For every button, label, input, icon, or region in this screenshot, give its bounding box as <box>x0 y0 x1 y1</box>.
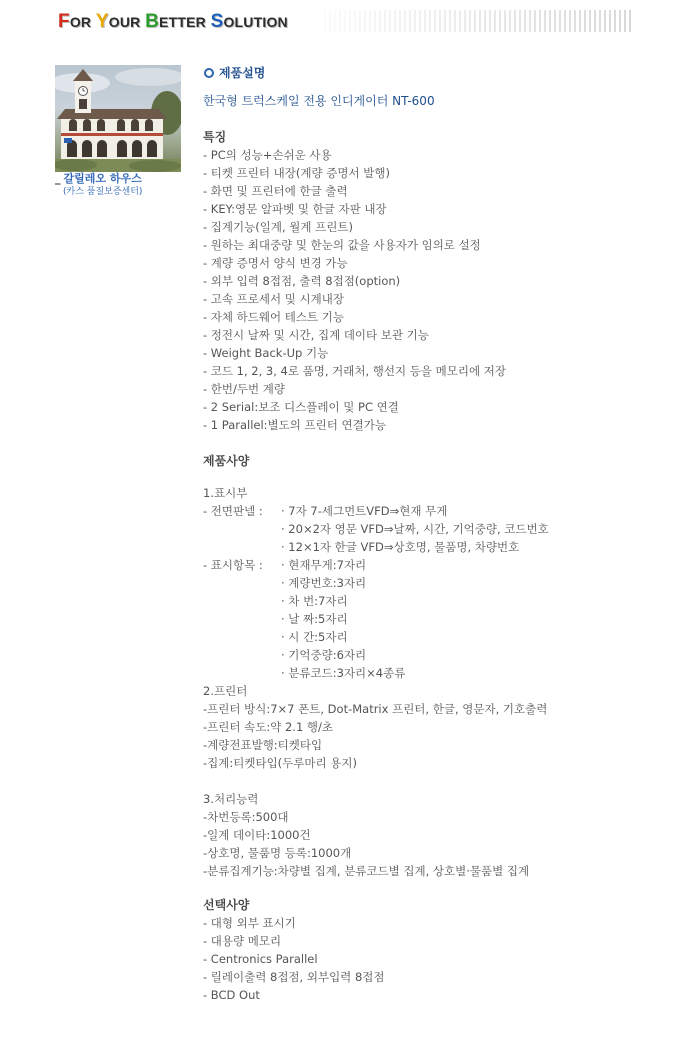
processing-section-title: 3.처리능력 <box>203 792 259 806</box>
feature-item: - 티켓 프린터 내장(계량 증명서 발행) <box>203 166 390 180</box>
front-panel-label: - 전면판넬 : <box>203 504 263 518</box>
processing-spec-item: -분류집계기능:차량별 집계, 분류코드별 집계, 상호별·물품별 집계 <box>203 864 530 878</box>
circle-bullet-icon <box>204 68 214 78</box>
feature-item: - 계량 증명서 양식 변경 가능 <box>203 256 348 270</box>
product-section-label: 제품설명 <box>219 66 266 80</box>
building-photo <box>55 65 181 172</box>
display-items-label: - 표시항목 : <box>203 558 263 572</box>
feature-item: - 2 Serial:보조 디스플레이 및 PC 연결 <box>203 400 399 414</box>
display-item-row <box>203 592 683 610</box>
feature-item: - KEY:영문 알파벳 및 한글 자판 내장 <box>203 202 387 216</box>
header-banner <box>54 10 634 32</box>
slogan-word-olution: OLUTION <box>223 14 288 30</box>
front-panel-row <box>203 520 683 538</box>
display-item-row <box>203 610 683 628</box>
banner-slogan <box>58 11 288 33</box>
features-list <box>203 146 683 434</box>
slogan-letter-s: S <box>210 11 224 32</box>
processing-spec-item: -일계 데이타:1000건 <box>203 828 311 842</box>
printer-spec-item: -프린터 속도:약 2.1 행/초 <box>203 720 334 734</box>
option-item: - BCD Out <box>203 988 260 1002</box>
caption-subtitle: (카스 품질보증센터) <box>63 187 143 197</box>
slogan-word-our: OUR <box>108 14 141 30</box>
feature-item: - 정전시 날짜 및 시간, 집계 데이타 보관 기능 <box>203 328 429 342</box>
features-heading: 특징 <box>203 130 227 144</box>
slogan-word-etter: ETTER <box>159 14 206 30</box>
options-heading: 선택사양 <box>203 898 250 912</box>
specs-heading: 제품사양 <box>203 454 250 468</box>
product-content <box>203 64 683 1004</box>
option-item: - 대용량 메모리 <box>203 934 282 948</box>
display-item: · 시 간:5자리 <box>281 630 348 644</box>
product-title: 한국형 트럭스케일 전용 인디게이터 NT-600 <box>203 94 435 108</box>
processing-spec-item: -상호명, 물품명 등록:1000개 <box>203 846 352 860</box>
feature-item: - 원하는 최대중량 및 한눈의 값을 사용자가 임의로 설정 <box>203 238 481 252</box>
slogan-letter-y: Y <box>95 11 109 32</box>
display-section-title: 1.표시부 <box>203 486 248 500</box>
feature-item: - 화면 및 프린터에 한글 출력 <box>203 184 348 198</box>
options-list <box>203 914 683 1004</box>
feature-item: - PC의 성능+손쉬운 사용 <box>203 148 332 162</box>
slogan-letter-b: B <box>145 11 160 32</box>
caption-title-text: 갈릴레오 하우스 <box>63 172 142 185</box>
display-item-row <box>203 574 683 592</box>
display-item-row <box>203 646 683 664</box>
display-item-row <box>203 556 683 574</box>
option-item: - 대형 외부 표시기 <box>203 916 296 930</box>
product-section-heading <box>203 64 683 82</box>
display-item: · 현재무게:7자리 <box>281 558 367 572</box>
feature-item: - 자체 하드웨어 테스트 기능 <box>203 310 344 324</box>
processing-spec-item: -차번등록:500대 <box>203 810 289 824</box>
printer-spec-item: -집계:티켓타입(두루마리 용지) <box>203 756 357 770</box>
slogan-word-or: OR <box>69 14 92 30</box>
feature-item: - Weight Back-Up 기능 <box>203 346 329 360</box>
banner-stripes <box>324 10 634 32</box>
printer-spec-item: -계량전표발행:티켓타입 <box>203 738 323 752</box>
slogan-letter-f: F <box>58 11 70 32</box>
feature-item: - 한번/두번 계량 <box>203 382 285 396</box>
feature-item: - 1 Parallel:별도의 프린터 연결가능 <box>203 418 386 432</box>
printer-section-title: 2.프린터 <box>203 684 248 698</box>
front-panel-row <box>203 502 683 520</box>
printer-spec-item: -프린터 방식:7×7 폰트, Dot-Matrix 프린터, 한글, 영문자, 기호출력 <box>203 702 548 716</box>
caption-title: _ 갈릴레오 하우스 <box>55 172 142 185</box>
option-item: - Centronics Parallel <box>203 952 318 966</box>
feature-item: - 코드 1, 2, 3, 4로 품명, 거래처, 행선지 등을 메모리에 저장 <box>203 364 506 378</box>
feature-item: - 집계기능(일계, 월계 프린트) <box>203 220 353 234</box>
display-item: · 기억중량:6자리 <box>281 648 367 662</box>
feature-item: - 고속 프로세서 및 시계내장 <box>203 292 344 306</box>
display-item: · 날 짜:5자리 <box>281 612 348 626</box>
display-item: · 계량번호:3자리 <box>281 576 367 590</box>
display-item: · 차 번:7자리 <box>281 594 348 608</box>
display-item-row <box>203 664 683 682</box>
front-panel-item: · 7자 7-세그먼트VFD⇒현재 무게 <box>281 504 448 518</box>
display-item-row <box>203 628 683 646</box>
photo-caption <box>55 172 195 199</box>
feature-item: - 외부 입력 8접점, 출력 8접점(option) <box>203 274 401 288</box>
front-panel-item: · 20×2자 영문 VFD⇒날짜, 시간, 기억중량, 코드번호 <box>281 522 549 536</box>
display-item: · 분류코드:3자리×4종류 <box>281 666 406 680</box>
option-item: - 릴레이출력 8접점, 외부입력 8접점 <box>203 970 385 984</box>
front-panel-row <box>203 538 683 556</box>
front-panel-item: · 12×1자 한글 VFD⇒상호명, 물품명, 차량번호 <box>281 540 520 554</box>
building-illustration <box>55 65 181 172</box>
